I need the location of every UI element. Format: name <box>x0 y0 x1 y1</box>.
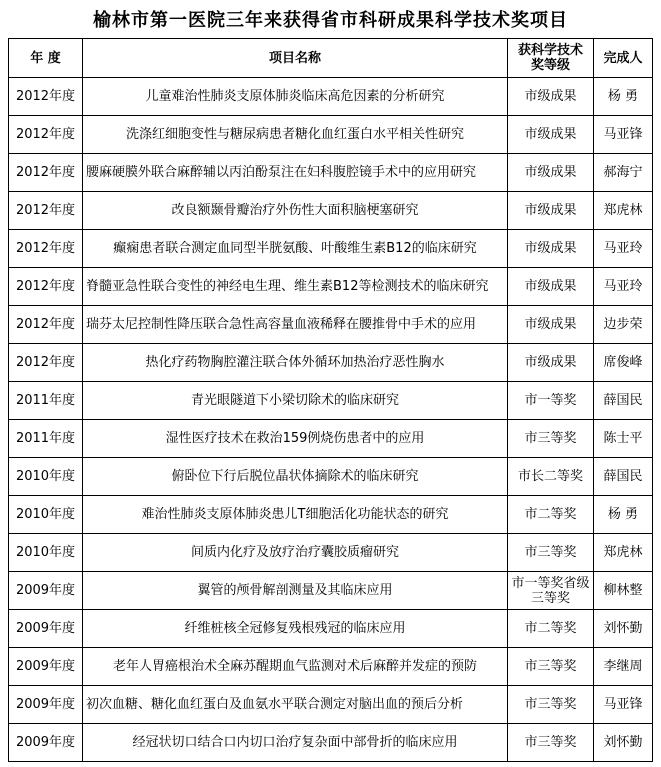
row-project-name: 改良额颞骨瓣治疗外伤性大面积脑梗塞研究 <box>83 192 508 230</box>
row-year: 2009年度 <box>9 648 83 686</box>
row-project-name: 难治性肺炎支原体肺炎患儿T细胞活化功能状态的研究 <box>83 496 508 534</box>
header-project-name: 项目名称 <box>83 39 508 78</box>
table-row <box>9 496 653 534</box>
row-completed-by: 杨 勇 <box>594 496 653 534</box>
table-row <box>9 686 653 724</box>
row-project-name: 儿童难治性肺炎支原体肺炎临床高危因素的分析研究 <box>83 78 508 116</box>
row-project-name: 经冠状切口结合口内切口治疗复杂面中部骨折的临床应用 <box>83 724 508 762</box>
row-year: 2010年度 <box>9 534 83 572</box>
row-year: 2012年度 <box>9 78 83 116</box>
table-row <box>9 344 653 382</box>
row-completed-by: 薛国民 <box>594 458 653 496</box>
row-award-grade: 市级成果 <box>508 306 594 344</box>
table-row <box>9 306 653 344</box>
row-completed-by: 郑虎林 <box>594 534 653 572</box>
awards-table <box>8 38 653 762</box>
table-row <box>9 458 653 496</box>
row-year: 2011年度 <box>9 382 83 420</box>
row-completed-by: 郝海宁 <box>594 154 653 192</box>
row-completed-by: 马亚锋 <box>594 686 653 724</box>
row-completed-by: 郑虎林 <box>594 192 653 230</box>
table-body <box>9 78 653 762</box>
row-award-grade: 市级成果 <box>508 116 594 154</box>
row-award-grade: 市二等奖 <box>508 610 594 648</box>
table-header-row <box>9 39 653 78</box>
document-title: 榆林市第一医院三年来获得省市科研成果科学技术奖项目 <box>93 10 568 31</box>
table-row <box>9 268 653 306</box>
table-row <box>9 154 653 192</box>
row-project-name: 热化疗药物胸腔灌注联合体外循环加热治疗恶性胸水 <box>83 344 508 382</box>
row-award-grade: 市级成果 <box>508 230 594 268</box>
row-completed-by: 刘怀勤 <box>594 724 653 762</box>
row-award-grade: 市三等奖 <box>508 420 594 458</box>
row-completed-by: 边步荣 <box>594 306 653 344</box>
row-project-name: 间质内化疗及放疗治疗囊胶质瘤研究 <box>83 534 508 572</box>
row-completed-by: 马亚玲 <box>594 230 653 268</box>
row-year: 2012年度 <box>9 268 83 306</box>
row-project-name: 纤维桩核全冠修复残根残冠的临床应用 <box>83 610 508 648</box>
row-project-name: 脊髓亚急性联合变性的神经电生理、维生素B12等检测技术的临床研究 <box>83 268 508 306</box>
row-completed-by: 李继周 <box>594 648 653 686</box>
row-year: 2012年度 <box>9 116 83 154</box>
row-project-name: 老年人胃癌根治术全麻苏醒期血气监测对术后麻醉并发症的预防 <box>83 648 508 686</box>
table-row <box>9 78 653 116</box>
row-year: 2012年度 <box>9 154 83 192</box>
row-award-grade: 市二等奖 <box>508 496 594 534</box>
table-row <box>9 230 653 268</box>
row-project-name: 青光眼隧道下小梁切除术的临床研究 <box>83 382 508 420</box>
table-row <box>9 192 653 230</box>
row-project-name: 腰麻硬膜外联合麻醉辅以丙泊酚泵注在妇科腹腔镜手术中的应用研究 <box>83 154 508 192</box>
table-row <box>9 572 653 610</box>
table-row <box>9 116 653 154</box>
header-award-grade: 获科学技术奖等级 <box>508 39 594 78</box>
row-award-grade: 市三等奖 <box>508 648 594 686</box>
row-completed-by: 陈士平 <box>594 420 653 458</box>
row-project-name: 癫痫患者联合测定血同型半胱氨酸、叶酸维生素B12的临床研究 <box>83 230 508 268</box>
row-award-grade: 市级成果 <box>508 154 594 192</box>
row-award-grade: 市一等奖省级三等奖 <box>508 572 594 610</box>
row-project-name: 俯卧位下行后脱位晶状体摘除术的临床研究 <box>83 458 508 496</box>
row-completed-by: 刘怀勤 <box>594 610 653 648</box>
row-award-grade: 市级成果 <box>508 78 594 116</box>
row-completed-by: 柳林整 <box>594 572 653 610</box>
row-year: 2012年度 <box>9 306 83 344</box>
row-project-name: 湿性医疗技术在救治159例烧伤患者中的应用 <box>83 420 508 458</box>
row-year: 2012年度 <box>9 230 83 268</box>
table-row <box>9 648 653 686</box>
row-year: 2009年度 <box>9 724 83 762</box>
row-year: 2009年度 <box>9 610 83 648</box>
row-completed-by: 薛国民 <box>594 382 653 420</box>
row-award-grade: 市长二等奖 <box>508 458 594 496</box>
row-year: 2010年度 <box>9 458 83 496</box>
row-year: 2012年度 <box>9 344 83 382</box>
table-row <box>9 724 653 762</box>
row-award-grade: 市三等奖 <box>508 534 594 572</box>
table-row <box>9 420 653 458</box>
row-year: 2012年度 <box>9 192 83 230</box>
row-completed-by: 马亚玲 <box>594 268 653 306</box>
table-row <box>9 534 653 572</box>
row-completed-by: 席俊峰 <box>594 344 653 382</box>
header-year: 年 度 <box>9 39 83 78</box>
row-year: 2009年度 <box>9 572 83 610</box>
row-award-grade: 市级成果 <box>508 344 594 382</box>
row-project-name: 瑞芬太尼控制性降压联合急性高容量血液稀释在腰推骨中手术的应用 <box>83 306 508 344</box>
row-award-grade: 市级成果 <box>508 268 594 306</box>
row-completed-by: 马亚锋 <box>594 116 653 154</box>
row-award-grade: 市一等奖 <box>508 382 594 420</box>
header-completed-by: 完成人 <box>594 39 653 78</box>
row-year: 2009年度 <box>9 686 83 724</box>
row-award-grade: 市三等奖 <box>508 686 594 724</box>
row-award-grade: 市级成果 <box>508 192 594 230</box>
table-row <box>9 610 653 648</box>
row-year: 2011年度 <box>9 420 83 458</box>
table-row <box>9 382 653 420</box>
row-project-name: 洗涤红细胞变性与糖尿病患者糖化血红蛋白水平相关性研究 <box>83 116 508 154</box>
row-project-name: 翼管的颅骨解剖测量及其临床应用 <box>83 572 508 610</box>
row-completed-by: 杨 勇 <box>594 78 653 116</box>
row-award-grade: 市三等奖 <box>508 724 594 762</box>
row-year: 2010年度 <box>9 496 83 534</box>
row-project-name: 初次血糖、糖化血红蛋白及血氨水平联合测定对脑出血的预后分析 <box>83 686 508 724</box>
